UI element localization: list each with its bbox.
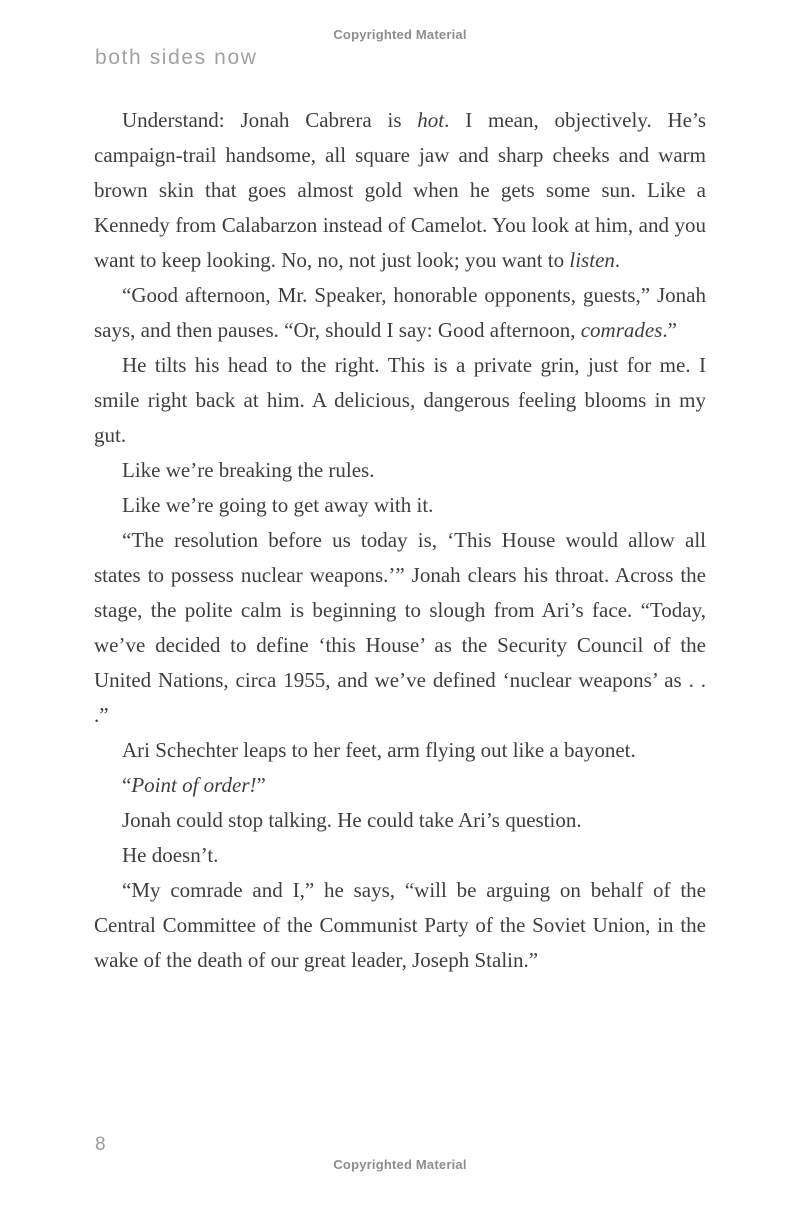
paragraph: “Good afternoon, Mr. Speaker, honorable opponents, guests,” Jonah says, and then pauses. “Or, should I say: Good afternoon, comrades.” bbox=[94, 283, 706, 342]
paragraph: Jonah could stop talking. He could take Ari’s question. bbox=[122, 808, 582, 832]
italic-text: Point of order! bbox=[131, 773, 257, 797]
italic-text: hot bbox=[417, 108, 445, 132]
paragraph: “Point of order!” bbox=[122, 773, 266, 797]
copyright-notice-top: Copyrighted Material bbox=[333, 27, 467, 42]
page-number: 8 bbox=[95, 1134, 106, 1155]
body-text bbox=[94, 103, 706, 978]
italic-text: listen bbox=[569, 248, 615, 272]
paragraph: Like we’re going to get away with it. bbox=[122, 493, 434, 517]
paragraph: Like we’re breaking the rules. bbox=[122, 458, 375, 482]
paragraph: He tilts his head to the right. This is a private grin, just for me. I smile right back at him. A delicious, dangerous feeling blooms in my gut. bbox=[94, 353, 706, 447]
copyright-notice-bottom: Copyrighted Material bbox=[333, 1157, 467, 1172]
running-header-title: both sides now bbox=[95, 46, 258, 69]
paragraph: Ari Schechter leaps to her feet, arm flying out like a bayonet. bbox=[122, 738, 636, 762]
paragraph: Understand: Jonah Cabrera is hot. I mean, objectively. He’s campaign-trail handsome, all square jaw and sharp cheeks and warm brown skin that goes almost gold when he gets some sun. Like a Kennedy from Calabarzon instead of Camelot. You look at him, and you want to keep looking. No, no, not just look; you want to listen. bbox=[94, 108, 706, 272]
paragraph: He doesn’t. bbox=[122, 843, 219, 867]
paragraph: “My comrade and I,” he says, “will be arguing on behalf of the Central Committee of the Communist Party of the Soviet Union, in the wake of the death of our great leader, Joseph Stalin.” bbox=[94, 878, 706, 972]
italic-text: comrades bbox=[580, 318, 663, 342]
paragraph: “The resolution before us today is, ‘This House would allow all states to possess nuclear weapons.’” Jonah clears his throat. Across the stage, the polite calm is beginning to slough from Ari’s face. “Today, we’ve decided to define ‘this House’ as the Security Council of the United Nations, circa 1955, and we’ve defined ‘nuclear weapons’ as . . .” bbox=[94, 528, 706, 727]
